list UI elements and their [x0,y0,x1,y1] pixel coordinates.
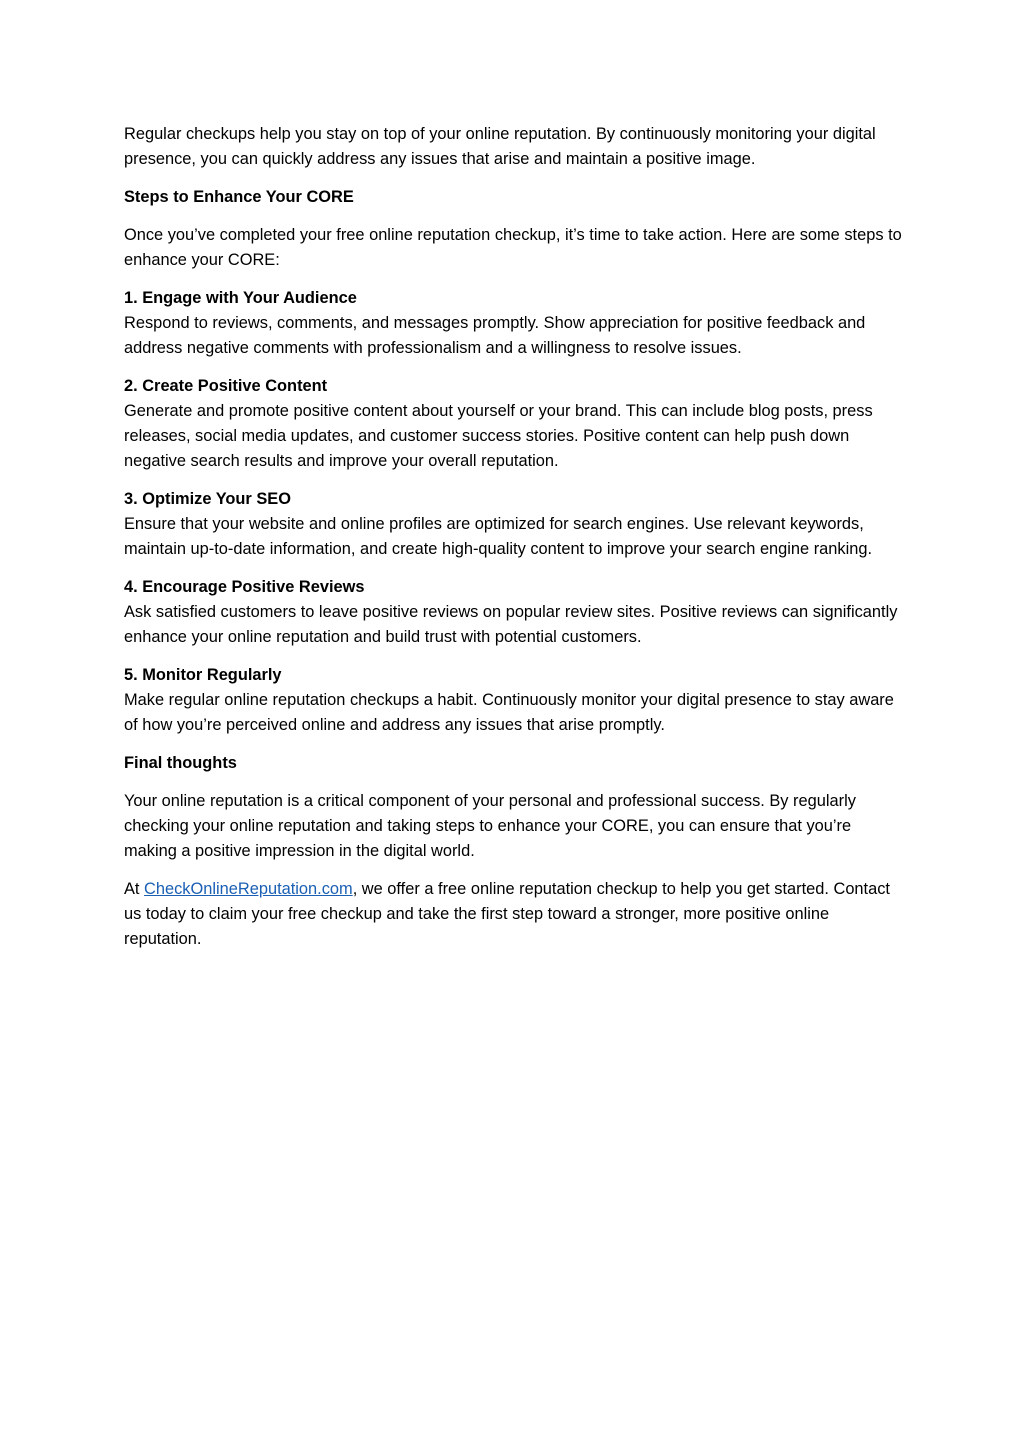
step-title: 4. Encourage Positive Reviews [124,578,365,596]
document-page [124,122,904,965]
cta-paragraph [124,877,904,952]
step-item [124,286,904,361]
step-title: 3. Optimize Your SEO [124,490,291,508]
step-item [124,663,904,738]
step-title: 1. Engage with Your Audience [124,289,357,307]
step-item [124,487,904,562]
final-thoughts-heading: Final thoughts [124,754,237,772]
step-body: Make regular online reputation checkups a habit. Continuously monitor your digital presence to stay aware of how you’re perceived online and address any issues that arise promptly. [124,691,894,734]
step-item [124,575,904,650]
intro-paragraph: Regular checkups help you stay on top of your online reputation. By continuously monitoring your digital presence, you can quickly address any issues that arise and maintain a positive image. [124,125,876,168]
step-title: 2. Create Positive Content [124,377,328,395]
cta-prefix: At [124,880,145,898]
website-link[interactable]: CheckOnlineReputation.com [144,880,353,898]
step-item [124,374,904,474]
final-thoughts-paragraph: Your online reputation is a critical component of your personal and professional success. By regularly checking your online reputation and taking steps to enhance your CORE, you can ensure that you’re making a positive impression in the digital world. [124,792,856,860]
steps-intro-paragraph: Once you’ve completed your free online reputation checkup, it’s time to take action. Here are some steps to enhance your CORE: [124,226,902,269]
step-body: Ask satisfied customers to leave positive reviews on popular review sites. Positive reviews can significantly enhance your online reputation and build trust with potential customers. [124,603,898,646]
step-title: 5. Monitor Regularly [124,666,282,684]
step-body: Respond to reviews, comments, and messages promptly. Show appreciation for positive feedback and address negative comments with professionalism and a willingness to resolve issues. [124,314,866,357]
step-body: Generate and promote positive content about yourself or your brand. This can include blog posts, press releases, social media updates, and customer success stories. Positive content can help push down negative search results and improve your overall reputation. [124,402,873,470]
steps-heading: Steps to Enhance Your CORE [124,188,354,206]
cta-suffix: , we offer a free online reputation checkup to help you get started. Contact us today to claim your free checkup and take the first step toward a stronger, more positive online reputation. [124,880,890,948]
step-body: Ensure that your website and online profiles are optimized for search engines. Use relevant keywords, maintain up-to-date information, and create high-quality content to improve your search engine ranking. [124,515,873,558]
